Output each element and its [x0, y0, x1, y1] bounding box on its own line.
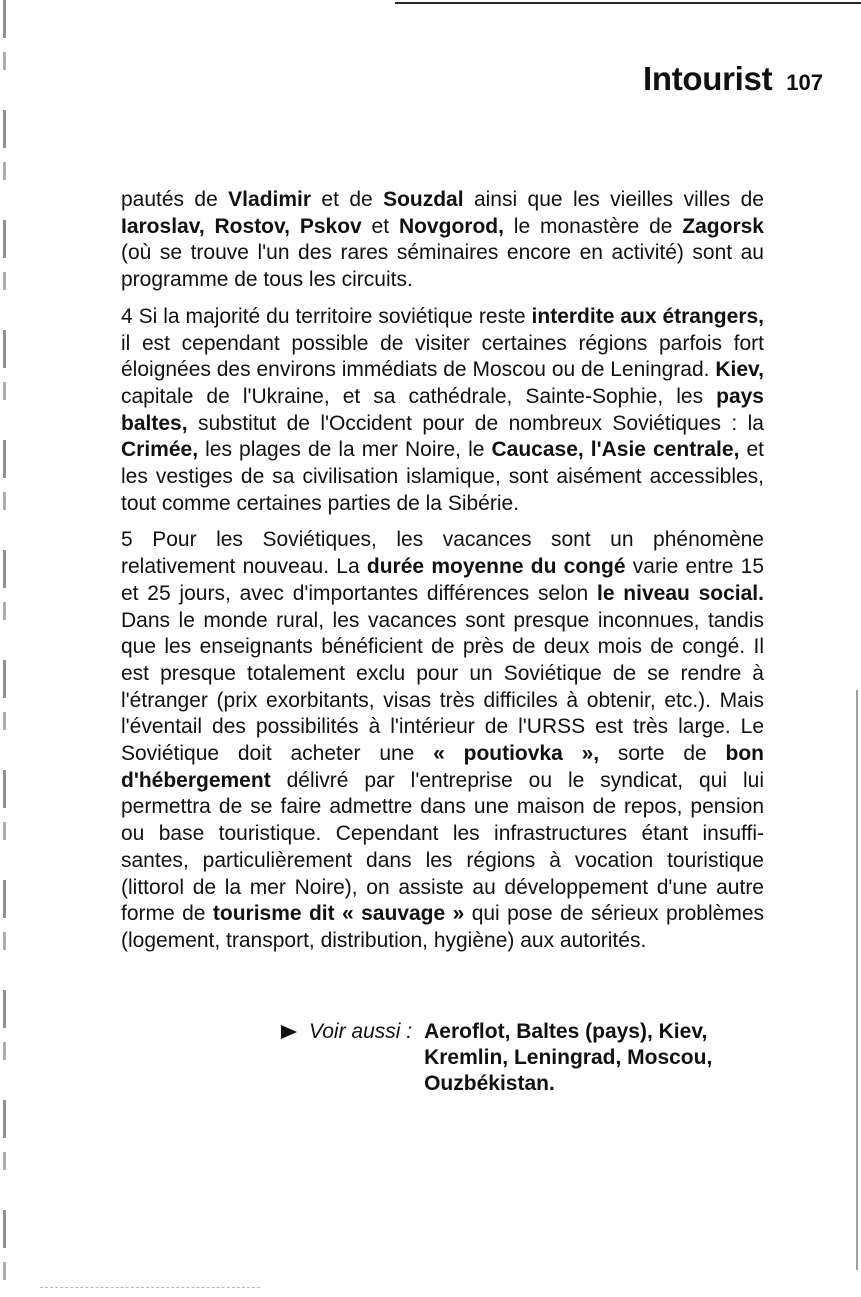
bold-term: Crimée,	[121, 438, 199, 462]
see-also-label: Voir aussi :	[309, 1020, 413, 1043]
text-run: sorte de	[599, 742, 726, 766]
scan-edge-bottom	[40, 1287, 260, 1289]
bold-term: Caucase,	[491, 438, 584, 462]
arrow-right-icon	[281, 1025, 297, 1039]
running-title: Intourist	[642, 60, 773, 97]
see-also	[281, 1019, 765, 1097]
paragraph	[121, 527, 764, 954]
text-run: le monastère de	[503, 214, 683, 238]
scan-edge-top	[395, 2, 861, 4]
bold-term: Zagorsk	[682, 214, 764, 238]
text-run: varie entre 15 et 25 jours, avec d'importantes différences selon	[121, 555, 764, 605]
paragraph	[121, 304, 764, 518]
paragraph	[121, 187, 764, 294]
bold-term: le niveau social.	[597, 581, 764, 605]
bold-term: pays baltes,	[121, 384, 764, 435]
see-also-label-group	[281, 1019, 412, 1097]
text-run: pautés de	[121, 188, 229, 211]
bold-term: Novgorod,	[398, 214, 504, 238]
bold-term: tourisme dit « sauvage »	[212, 902, 465, 926]
text-run: Dans le monde rural, les vacances sont presque inconnues, tandis que les enseignants bénéficient de près de deux mois de congé. Il est presque totalement exclu pour un Soviétique de se rendre à l'étranger (prix exorbitants, visas très difficiles à obtenir, etc.). Mais l'éventail des possibilités à l'intérieur de l'URSS est très large. Le Soviétique doit acheter une	[121, 608, 764, 766]
page-number: 107	[786, 70, 823, 95]
bold-term: Souzdal	[383, 188, 464, 211]
bold-term: bon d'hébergement	[121, 742, 764, 792]
scan-edge-left	[3, 0, 6, 1297]
text-run: capitale de l'Ukraine, et sa cathédrale, Sainte-Sophie, les	[121, 384, 717, 408]
text-run: substitut de l'Occident pour de nombreux Soviétiques : la	[187, 411, 764, 435]
bold-term: Iaroslav, Rostov, Pskov	[121, 214, 362, 238]
text-run: 5 Pour les Soviétiques, les vacances sont un phénomène relativement nouveau. La	[121, 528, 764, 579]
text-run: et de	[311, 188, 384, 211]
text-run: et les vestiges de sa civilisation islamique, sont aisément accessibles, tout comme certaines parties de la Sibérie.	[121, 438, 764, 515]
bold-term: Vladimir	[228, 188, 312, 211]
text-run: il est cependant possible de visiter certaines régions parfois fort éloignées des environs immédiats de Moscou ou de Leningrad.	[121, 331, 764, 382]
text-run: les plages de la mer Noire, le	[198, 438, 492, 462]
text-run: (où se trouve l'un des rares séminaires encore en activité) sont au programme de tous les circuits.	[121, 241, 764, 292]
text-run: délivré par l'entreprise ou le syndicat, qui lui permettra de se faire admettre dans une maison de repos, pension ou base touristique. Cependant les infrastructures étant insuffisantes, particulièrement dans les régions à vocation touristique (littorol de la mer Noire), on assiste au développement d'une autre forme de	[121, 768, 764, 926]
body-text	[121, 187, 764, 965]
bold-term: durée moyenne du congé	[366, 555, 626, 579]
page-header	[643, 60, 823, 98]
bold-term: interdite aux étrangers,	[531, 304, 765, 328]
text-run: qui pose de sérieux problèmes (logement, transport, distribution, hygiène) aux autorités.	[121, 902, 765, 952]
text-run	[584, 438, 591, 461]
scan-edge-right	[856, 690, 858, 1270]
bold-term: Kiev,	[715, 358, 764, 382]
text-run: 4 Si la majorité du territoire soviétique reste	[121, 304, 532, 328]
text-run: et	[361, 214, 399, 238]
bold-term: l'Asie centrale,	[590, 438, 740, 462]
text-run: ainsi que les vieilles villes de	[463, 188, 764, 211]
bold-term: « poutiovka »,	[433, 742, 600, 766]
see-also-references: Aeroflot, Baltes (pays), Kiev, Kremlin, Leningrad, Moscou, Ouzbékistan.	[424, 1020, 713, 1095]
